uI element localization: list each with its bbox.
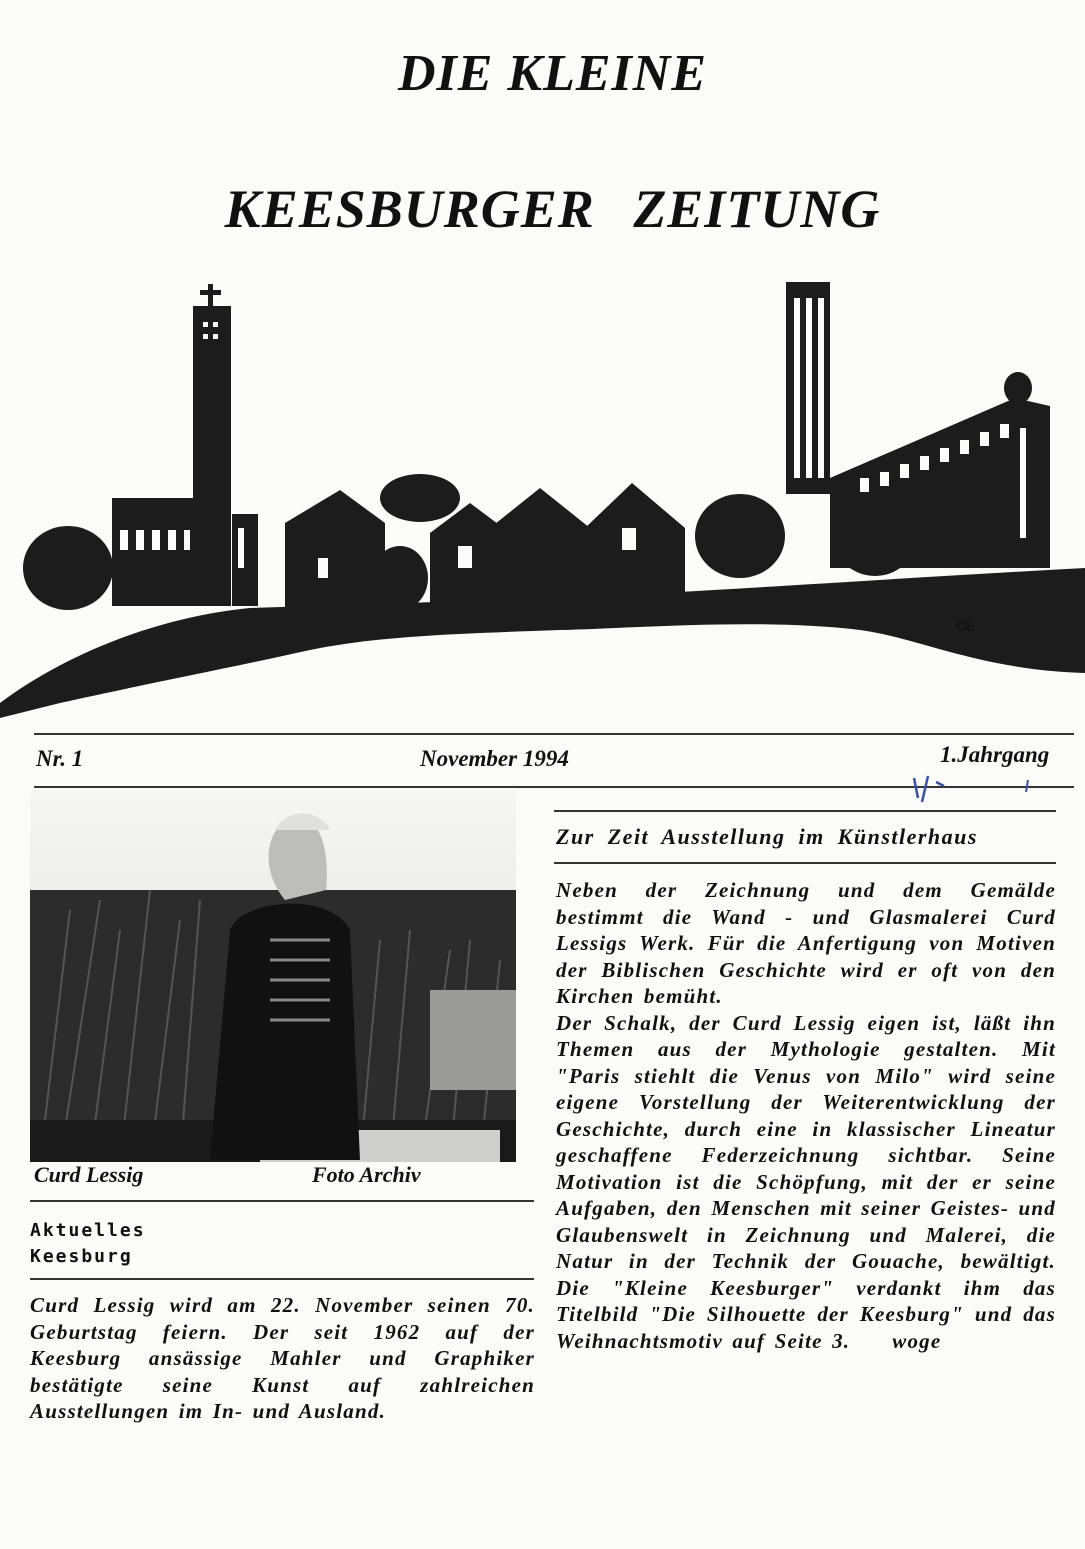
handwritten-mark xyxy=(900,772,1040,808)
exhibition-article-paragraph-2-text: Der Schalk, der Curd Lessig eigen ist, läßt ihn Themen aus der Mythologie gestalten. Mit "Paris stiehlt die Venus von Milo" wird seine eigene Vorstellung der Weiterentwicklung der Geschichte, durch eine in klassischer Lineatur geschaffene Federzeichnung sichtbar. Seine Motivation ist die Schöpfung, mit der er seine Aufgaben, den Menschen mit seiner Geistes- und Glaubenswelt in Zeichnung und Malerei, die Natur in der Technik der Gouache, bewältigt. Die "Kleine Keesburger" verdankt ihm das Titelbild "Die Silhouette der Keesburg" und das Weihnachtsmotiv auf Seite 3. xyxy=(556,1010,1056,1353)
rule-above-issue-line xyxy=(34,733,1074,735)
section-title-line1: Aktuelles xyxy=(30,1220,146,1241)
portrait-photo xyxy=(30,790,516,1162)
exhibition-article-paragraph-1: Neben der Zeichnung und dem Gemälde bestimmt die Wand - und Glasmalerei Curd Lessigs Werk. Für die Anfertigung von Motiven der Biblischen Geschichte wird er oft von den Kirchen bemüht. xyxy=(556,878,1056,1008)
keesburg-silhouette-illustration xyxy=(0,278,1085,728)
issue-number: Nr. 1 xyxy=(36,746,84,771)
artist-monogram: CL xyxy=(956,618,975,634)
section-title xyxy=(30,1218,330,1270)
rule-below-section-title xyxy=(30,1278,534,1280)
rule-below-caption xyxy=(30,1200,534,1202)
photo-caption-credit: Foto Archiv xyxy=(312,1162,421,1187)
masthead-title-line2: KEESBURGER ZEITUNG xyxy=(224,179,881,239)
author-signature: woge xyxy=(892,1328,942,1353)
rule-above-right-heading xyxy=(554,810,1056,812)
exhibition-article-heading: Zur Zeit Ausstellung im Künstlerhaus xyxy=(556,824,978,849)
masthead-title-line1: DIE KLEINE xyxy=(397,45,708,102)
issue-volume: 1.Jahrgang xyxy=(940,742,1050,767)
issue-date: November 1994 xyxy=(420,746,569,771)
exhibition-article-paragraph-2 xyxy=(556,1010,1056,1355)
birthday-article-text: Curd Lessig wird am 22. November seinen 70. Geburtstag feiern. Der seit 1962 auf der Keesburg ansässige Mahler und Graphiker bestätigte seine Kunst auf zahlreichen Ausstellungen im In- und Ausland. xyxy=(30,1293,535,1423)
photo-caption-name: Curd Lessig xyxy=(34,1162,144,1187)
rule-below-right-heading xyxy=(554,862,1056,864)
section-title-line2: Keesburg xyxy=(30,1246,133,1267)
exhibition-article-body xyxy=(556,877,1056,1354)
